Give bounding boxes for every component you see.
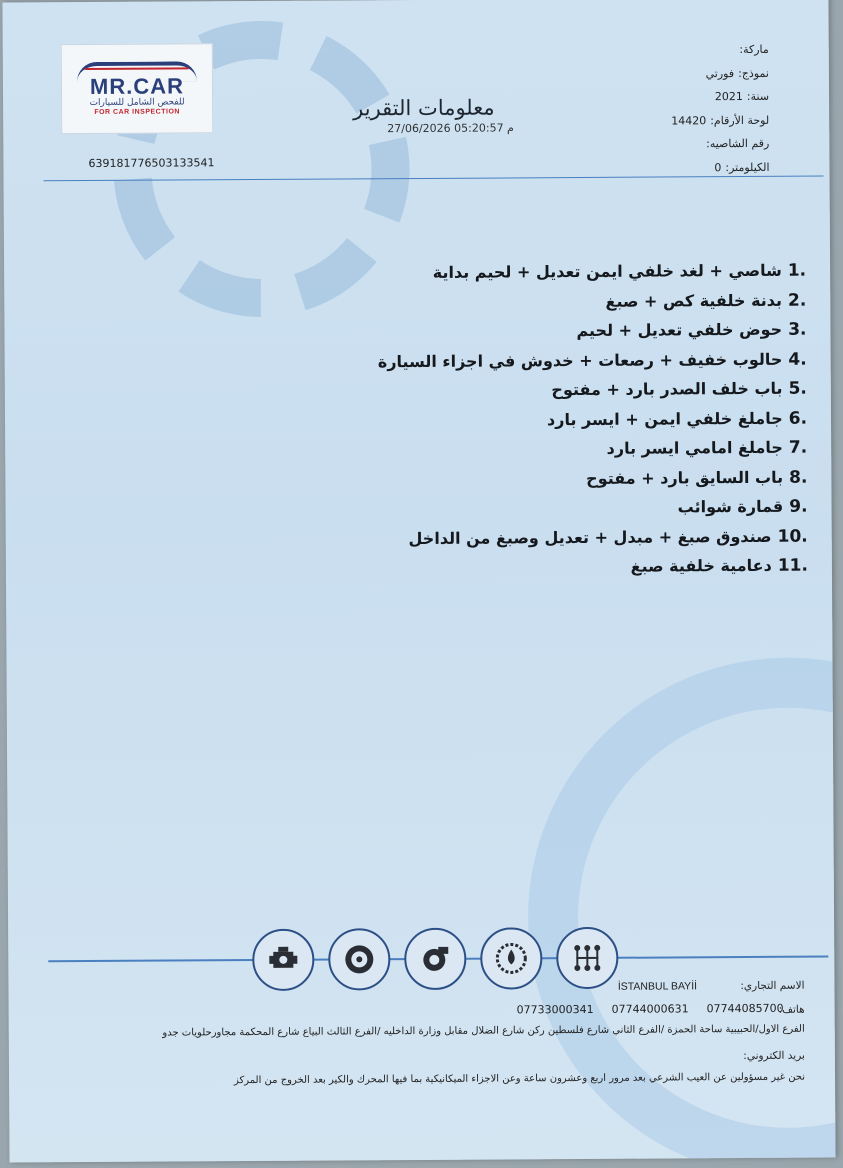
page-title: معلومات التقرير — [353, 95, 495, 121]
finding-item — [207, 403, 807, 436]
finding-number: 11. — [777, 555, 808, 576]
finding-number: 8. — [789, 467, 808, 488]
trade-name-value: İSTANBUL BAYİİ — [617, 980, 698, 993]
finding-text: حالوب خفيف + رصعات + خدوش في اجزاء السيارة — [377, 349, 783, 371]
branch-addresses: الفرع الاول/الحبيبية ساحة الحمزة /الفرع الثاني شارع فلسطين ركن شارع الضلال مقابل وزارة الداخليه /الفرع الثالث البياع شارع المحكمة مجاورحلويات جدو — [162, 1023, 805, 1039]
phone-number: 07744085700 — [706, 1001, 784, 1016]
finding-text: قمارة شوائب — [677, 496, 784, 517]
finding-number: 7. — [788, 437, 808, 458]
field-label: نموذج: — [738, 66, 769, 80]
logo-tagline-ar: للفحص الشامل للسيارات — [89, 97, 185, 109]
vehicle-info-row — [671, 38, 769, 62]
finding-item — [206, 315, 806, 348]
wheel-icon — [328, 928, 390, 990]
finding-text: حوض خلفي تعديل + لحيم — [576, 319, 783, 341]
field-label: لوحة الأرقام: — [710, 113, 770, 127]
field-label: الكيلومتر: — [725, 160, 770, 174]
gauge-icon — [480, 927, 542, 989]
phone-numbers — [517, 1002, 784, 1017]
logo-brand: MR.CAR — [89, 73, 185, 100]
trade-name-label: الاسم التجاري: — [740, 979, 805, 993]
logo-tagline-en: FOR CAR INSPECTION — [94, 108, 180, 116]
field-value: فورتي — [705, 66, 735, 80]
disclaimer: نحن غير مسؤولين عن العيب الشرعي بعد مرور اربع وعشرون ساعة وعن الاجزاء الميكانيكية بما فيها المحرك والكير بعد الخروج من المركز — [233, 1071, 806, 1087]
vehicle-info-row — [671, 108, 769, 132]
finding-item — [207, 374, 807, 407]
field-label: سنة: — [746, 89, 770, 103]
field-value: 14420 — [671, 113, 707, 127]
finding-text: جاملغ امامي ايسر بارد — [606, 437, 783, 458]
company-logo — [61, 43, 214, 134]
vehicle-info-row — [671, 61, 769, 85]
finding-text: شاصي + لغد خلفي ايمن تعديل + لحيم بداية — [432, 260, 782, 282]
field-value: 2021 — [714, 90, 743, 104]
finding-text: دعامية خلفية صبغ — [630, 555, 772, 576]
field-label: ماركة: — [739, 42, 769, 57]
vehicle-info — [671, 38, 770, 180]
field-value: 0 — [714, 160, 722, 174]
finding-text: باب خلف الصدر بارد + مفتوح — [551, 378, 783, 400]
phone-number: 07744000631 — [611, 1002, 689, 1016]
finding-number: 1. — [787, 260, 807, 281]
finding-item — [208, 521, 808, 554]
finding-item — [207, 433, 807, 466]
field-label: رقم الشاصيه: — [706, 136, 770, 151]
finding-text: جاملغ خلفي ايمن + ايسر بارد — [546, 408, 783, 429]
findings-list — [206, 256, 808, 584]
report-sheet — [2, 0, 835, 1163]
wheel-watermark — [526, 656, 835, 1162]
gearshift-icon — [556, 927, 618, 989]
email-label: بريد الكتروني: — [743, 1049, 805, 1063]
turbo-icon — [404, 928, 466, 990]
finding-item — [206, 256, 806, 289]
finding-number: 2. — [787, 290, 807, 311]
finding-item — [207, 492, 807, 525]
service-icons — [252, 927, 618, 991]
finding-text: بدنة خلفية كص + صبغ — [605, 290, 783, 311]
finding-number: 6. — [788, 408, 808, 429]
vehicle-info-row — [671, 132, 769, 156]
barcode-number: 639181776503133541 — [88, 156, 215, 171]
finding-item — [207, 344, 807, 377]
vehicle-info-row — [671, 85, 769, 109]
finding-number: 5. — [788, 378, 807, 399]
report-datetime: 27/06/2026 05:20:57 م — [387, 121, 514, 136]
finding-number: 3. — [788, 319, 807, 340]
finding-text: صندوق صبغ + مبدل + تعديل وصبغ من الداخل — [408, 526, 772, 548]
finding-text: باب السايق بارد + مفتوح — [586, 467, 784, 488]
trade-name — [618, 980, 805, 993]
finding-number: 10. — [777, 526, 808, 547]
engine-icon — [252, 929, 314, 991]
phone-number: 07733000341 — [516, 1002, 594, 1017]
car-silhouette-icon — [77, 61, 197, 82]
finding-item — [207, 462, 807, 495]
finding-item — [206, 285, 806, 318]
finding-number: 9. — [789, 496, 808, 517]
finding-item — [208, 551, 808, 584]
phone-label: هاتف: — [778, 1003, 805, 1016]
finding-number: 4. — [788, 349, 807, 370]
